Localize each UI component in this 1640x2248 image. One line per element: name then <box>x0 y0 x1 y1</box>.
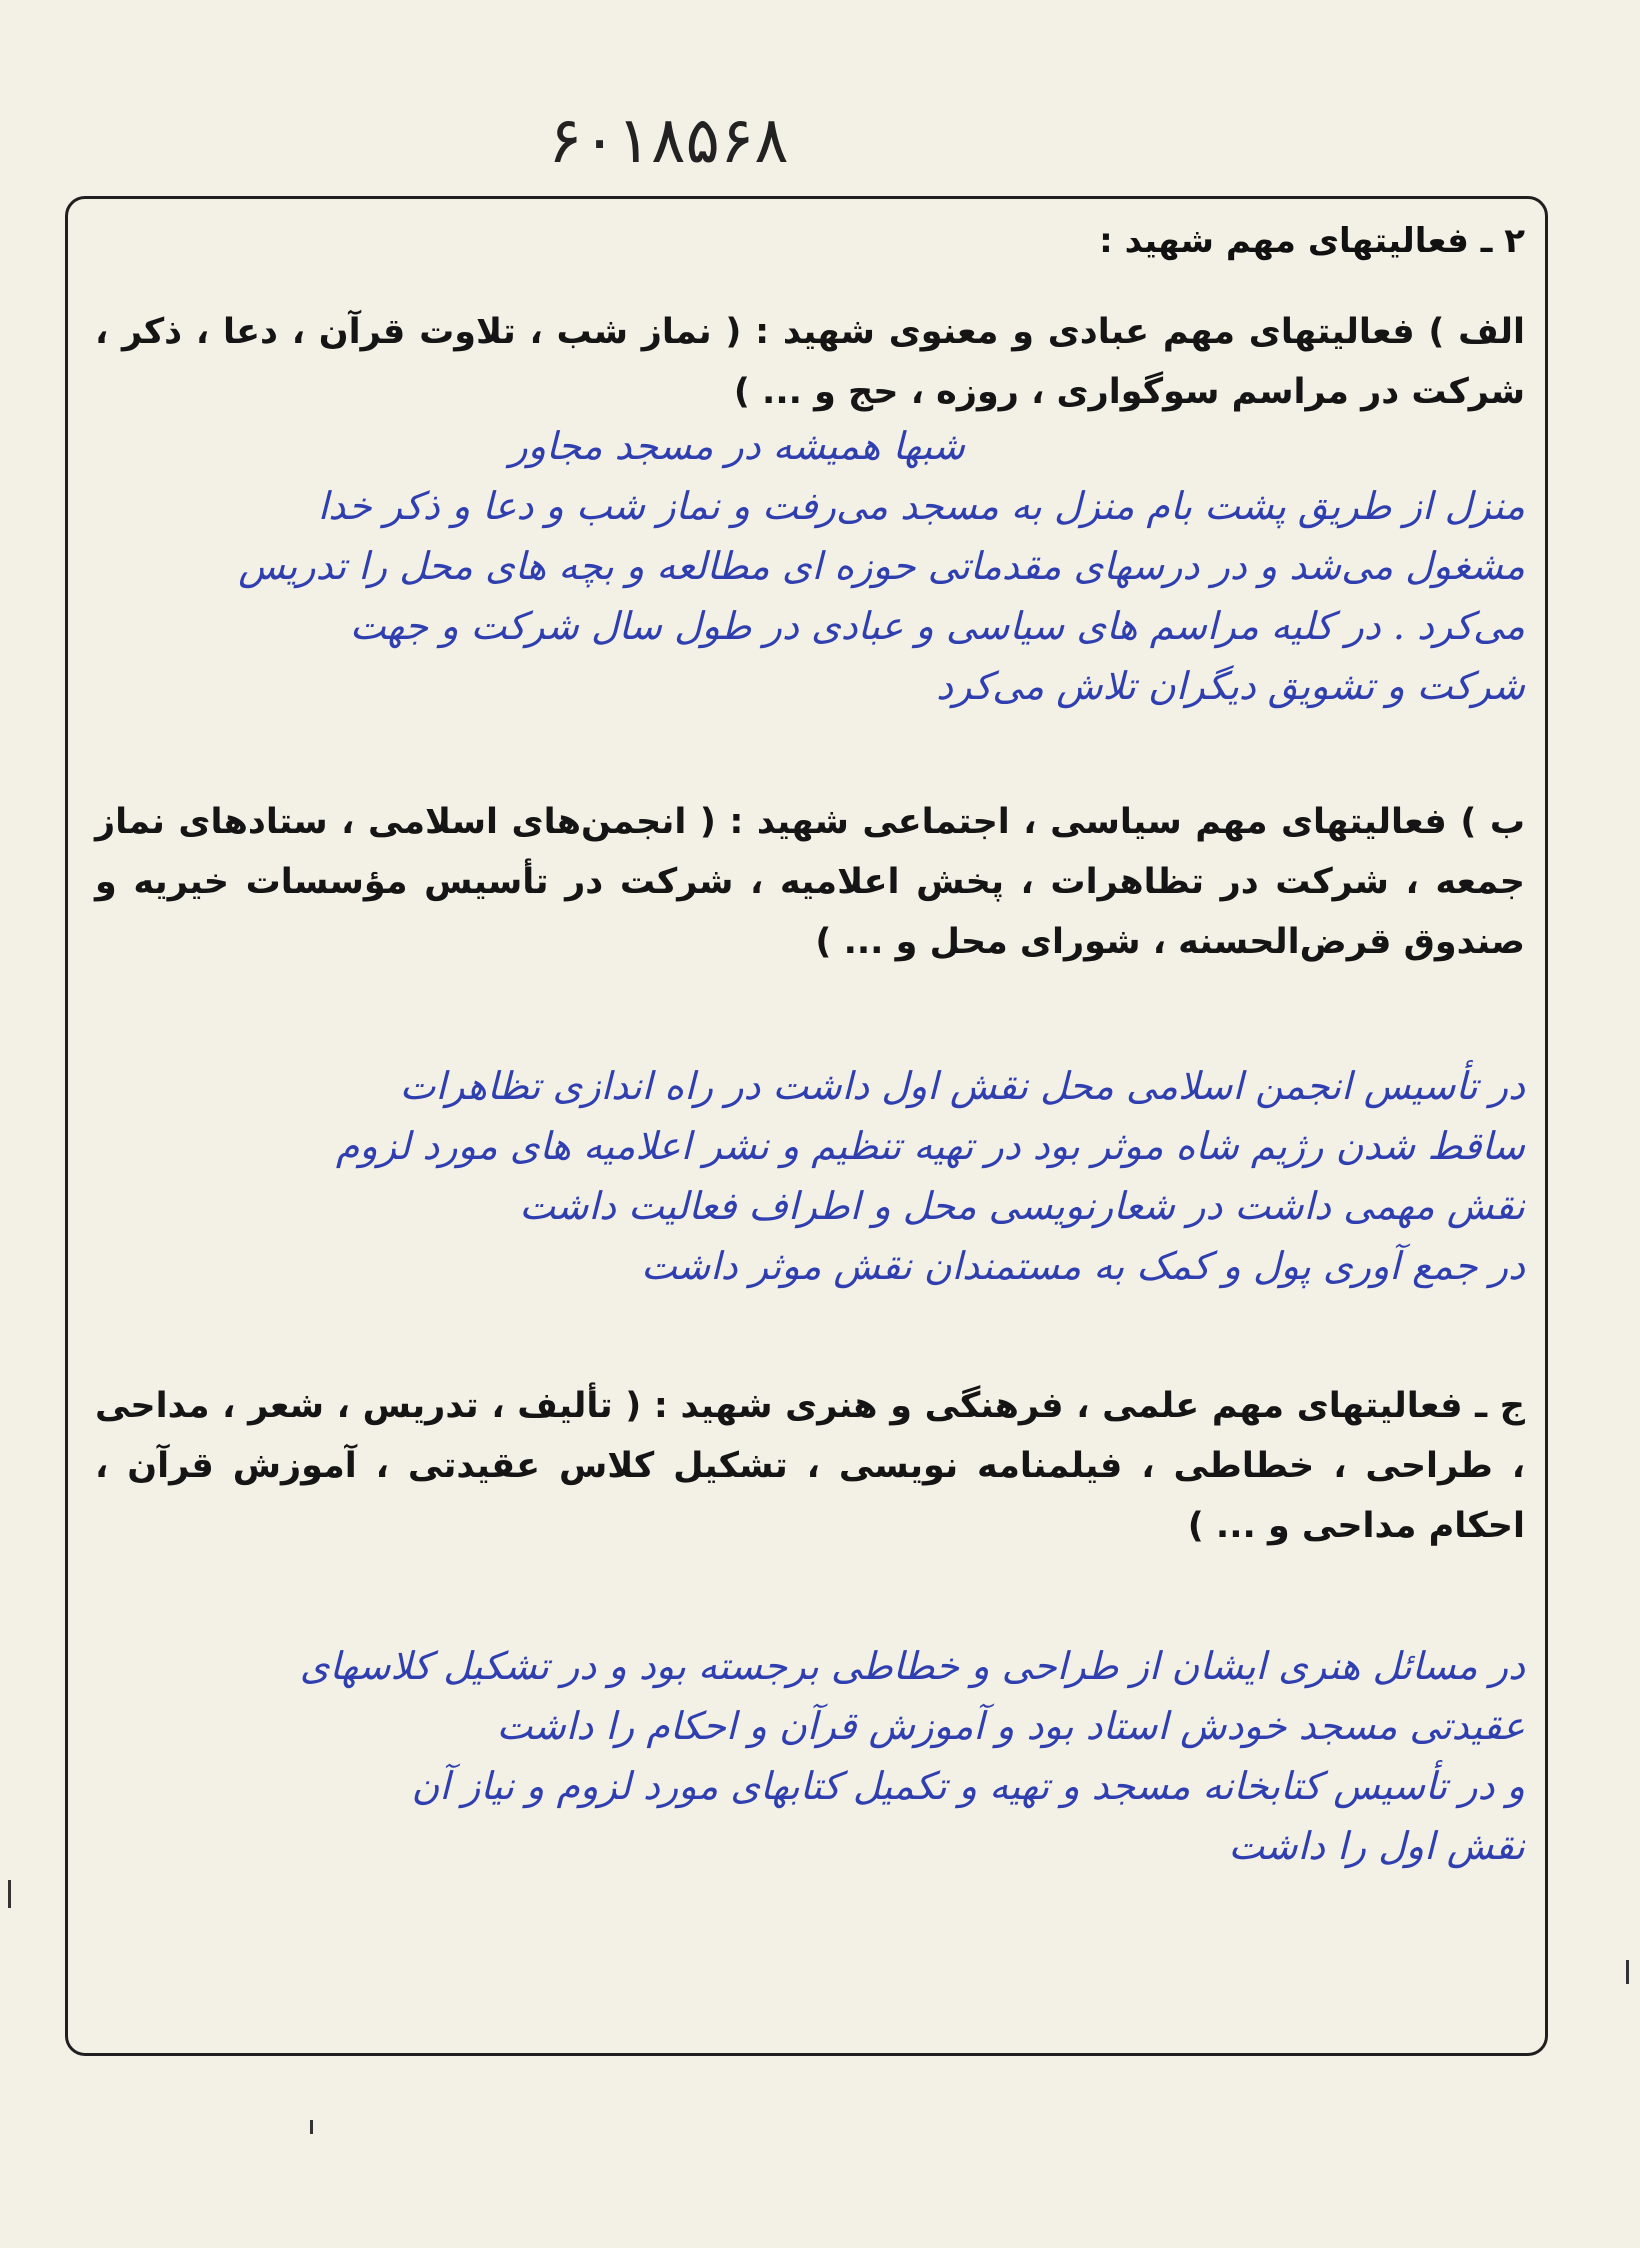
part-a-answer-line: شرکت و تشویق دیگران تلاش می‌کرد <box>936 664 1525 708</box>
form-content <box>95 216 1525 2036</box>
part-b-answer-line: در تأسیس انجمن اسلامی محل نقش اول داشت در راه اندازی تظاهرات <box>399 1064 1525 1108</box>
part-a-question <box>95 302 1525 422</box>
scan-mark <box>8 1880 11 1908</box>
part-a-answer-line: شبها همیشه در مسجد مجاور <box>509 424 965 468</box>
scan-mark <box>1626 1960 1629 1984</box>
part-c-question <box>95 1376 1525 1556</box>
section-title: ۲ ـ فعالیتهای مهم شهید : <box>1099 221 1525 261</box>
part-a-answer-line: مشغول می‌شد و در درسهای مقدماتی حوزه ای مطالعه و بچه های محل را تدریس <box>238 544 1525 588</box>
part-a-answer <box>95 416 1525 716</box>
part-a-answer-line: منزل از طریق پشت بام منزل به مسجد می‌رفت و نماز شب و دعا و ذکر خدا <box>317 484 1525 528</box>
part-b-answer-line: در جمع آوری پول و کمک به مستمندان نقش موثر داشت <box>641 1244 1525 1288</box>
part-b-question <box>95 792 1525 972</box>
part-c-answer-line: عقیدتی مسجد خودش استاد بود و آموزش قرآن و احکام را داشت <box>496 1704 1525 1748</box>
part-c-question-text: ج ـ فعالیتهای مهم علمی ، فرهنگی و هنری شهید : ( تألیف ، تدریس ، شعر ، مداحی ، طراحی ، خطاطی ، فیلمنامه نویسی ، تشکیل کلاس عقیدتی ، آموزش قرآن ، احکام مداحی و ... ) <box>95 1386 1525 1546</box>
document-number-stamp: ۶۰۱۸۵۶۸ <box>548 104 789 178</box>
part-c-answer-line: در مسائل هنری ایشان از طراحی و خطاطی برجسته بود و در تشکیل کلاسهای <box>299 1644 1525 1688</box>
part-a-answer-line: می‌کرد . در کلیه مراسم های سیاسی و عبادی در طول سال شرکت و جهت <box>349 604 1525 648</box>
scan-mark <box>310 2120 313 2134</box>
part-b-answer-line: نقش مهمی داشت در شعارنویسی محل و اطراف فعالیت داشت <box>519 1184 1525 1228</box>
part-b-answer <box>95 1056 1525 1296</box>
part-c-answer <box>95 1636 1525 1876</box>
part-c-answer-line: نقش اول را داشت <box>1228 1824 1525 1868</box>
part-a-question-text: الف ) فعالیتهای مهم عبادی و معنوی شهید : ( نماز شب ، تلاوت قرآن ، دعا ، ذکر ، شرکت در مراسم سوگواری ، روزه ، حج و ... ) <box>95 312 1525 412</box>
part-b-answer-line: ساقط شدن رژیم شاه موثر بود در تهیه تنظیم و نشر اعلامیه های مورد لزوم <box>335 1124 1525 1168</box>
part-c-answer-line: و در تأسیس کتابخانه مسجد و تهیه و تکمیل کتابهای مورد لزوم و نیاز آن <box>411 1764 1525 1808</box>
part-b-question-text: ب ) فعالیتهای مهم سیاسی ، اجتماعی شهید : ( انجمن‌های اسلامی ، ستادهای نماز جمعه ، شرکت در تظاهرات ، پخش اعلامیه ، شرکت در تأسیس مؤسسات خیریه و صندوق قرض‌الحسنه ، شورای محل و ... ) <box>95 802 1525 962</box>
